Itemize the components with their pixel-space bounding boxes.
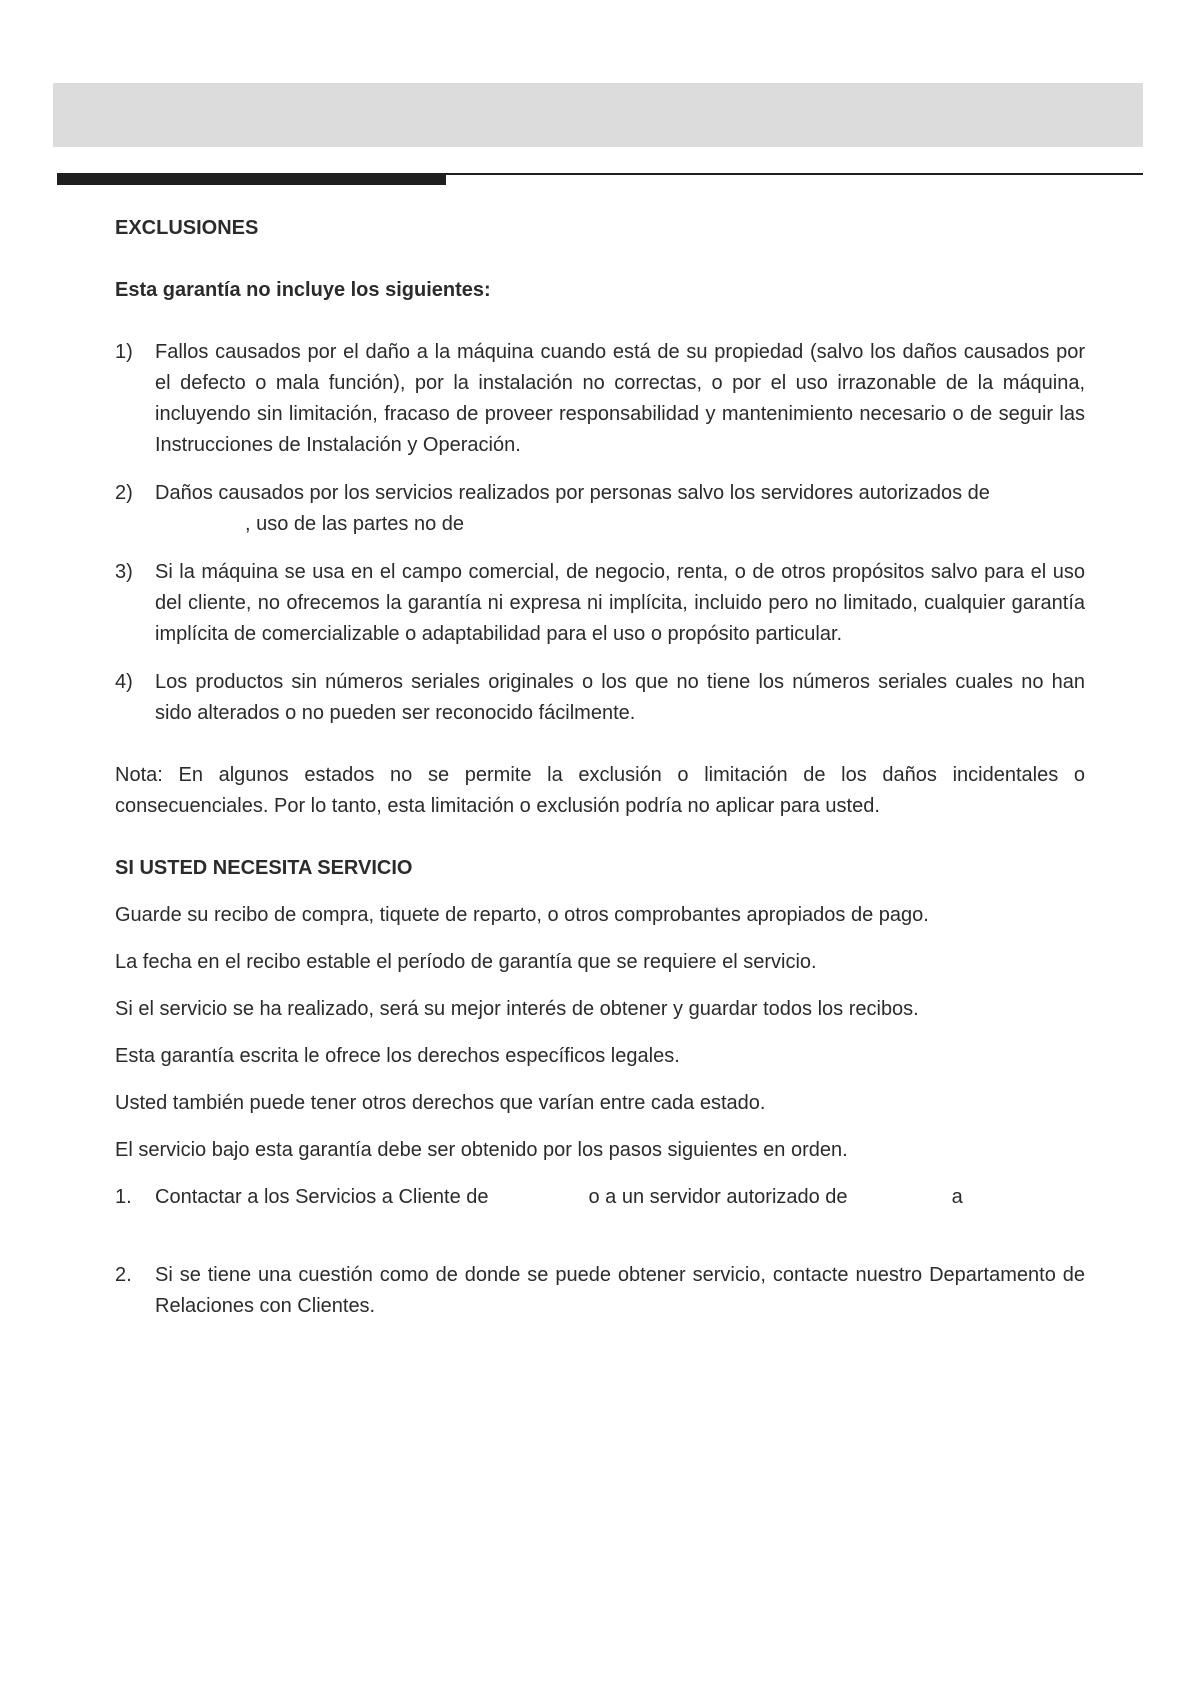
header-rule-thin — [445, 173, 1143, 175]
service-paragraph: El servicio bajo esta garantía debe ser obtenido por los pasos siguientes en orden. — [115, 1139, 848, 1161]
step-number: 1. — [115, 1186, 132, 1208]
list-item-text: Fallos causados por el daño a la máquina cuando está de su propiedad (salvo los daños causados por el defecto o mala función), por la instalación no correctas, o por el uso irrazonable de la máquina, incluyendo sin limitación, fracaso de proveer responsabilidad y mantenimiento necesario o de seguir las Instrucciones de Instalación y Operación. — [155, 341, 1085, 456]
list-item-text — [155, 478, 1085, 540]
list-item-number: 2) — [115, 482, 133, 504]
step-text-part-a: Contactar a los Servicios a Cliente de — [155, 1186, 489, 1208]
service-paragraph: La fecha en el recibo estable el período de garantía que se requiere el servicio. — [115, 951, 817, 973]
step-text — [155, 1182, 1085, 1213]
service-paragraph: Usted también puede tener otros derechos que varían entre cada estado. — [115, 1092, 766, 1114]
exclusions-subtitle: Esta garantía no incluye los siguientes: — [115, 279, 491, 301]
list-item — [115, 667, 1085, 729]
list-item — [115, 1260, 1085, 1322]
list-item-number: 3) — [115, 561, 133, 583]
service-steps — [115, 1182, 1085, 1322]
service-paragraph: Guarde su recibo de compra, tiquete de reparto, o otros comprobantes apropiados de pago. — [115, 904, 929, 926]
list-item-text-part-b: , uso de las partes no de — [245, 513, 465, 535]
step-text: Si se tiene una cuestión como de donde se puede obtener servicio, contacte nuestro Departamento de Relaciones con Clientes. — [155, 1264, 1085, 1317]
service-paragraph: Si el servicio se ha realizado, será su mejor interés de obtener y guardar todos los recibos. — [115, 998, 919, 1020]
list-item-number: 4) — [115, 671, 133, 693]
service-title: SI USTED NECESITA SERVICIO — [115, 857, 413, 879]
list-item — [115, 337, 1085, 461]
document-body — [115, 213, 1085, 1322]
exclusions-title: EXCLUSIONES — [115, 217, 259, 239]
list-item — [115, 1182, 1085, 1213]
list-item-text: Los productos sin números seriales originales o los que no tiene los números seriales cuales no han sido alterados o no pueden ser reconocido fácilmente. — [155, 671, 1085, 724]
header-band — [53, 83, 1143, 147]
header-rule-thick — [57, 173, 446, 185]
service-paragraph: Esta garantía escrita le ofrece los derechos específicos legales. — [115, 1045, 680, 1067]
step-text-part-c: a — [951, 1186, 963, 1208]
exclusions-note: Nota: En algunos estados no se permite la exclusión o limitación de los daños incidentales o consecuenciales. Por lo tanto, esta limitación o exclusión podría no aplicar para usted. — [115, 764, 1085, 817]
exclusions-list — [115, 337, 1085, 729]
list-item-text: Si la máquina se usa en el campo comercial, de negocio, renta, o de otros propósitos salvo para el uso del cliente, no ofrecemos la garantía ni expresa ni implícita, incluido pero no limitado, cualquier garantía implícita de comercializable o adaptabilidad para el uso o propósito particular. — [155, 561, 1085, 645]
list-item — [115, 478, 1085, 540]
step-number: 2. — [115, 1264, 132, 1286]
list-item-number: 1) — [115, 341, 133, 363]
list-item-text-part-a: Daños causados por los servicios realizados por personas salvo los servidores autorizados de — [155, 482, 990, 504]
step-text-part-b: o a un servidor autorizado de — [588, 1186, 848, 1208]
list-item — [115, 557, 1085, 650]
